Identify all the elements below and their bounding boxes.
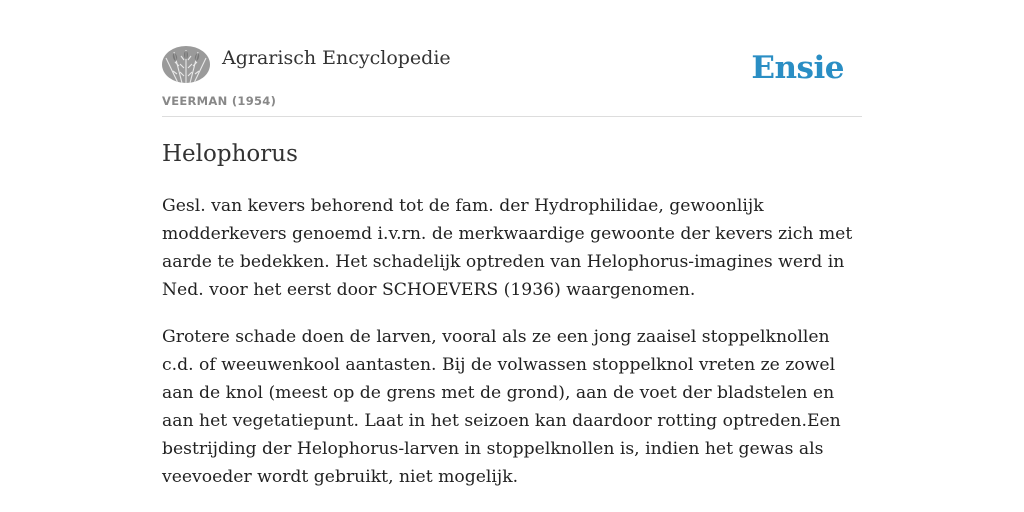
article-body xyxy=(162,192,862,510)
article-paragraph: Grotere schade doen de larven, vooral als ze een jong zaaisel stoppelknollen c.d. of weeuwenkool aantasten. Bij de volwassen stoppelknol vreten ze zowel aan de knol (meest op de grens met de grond), aan de voet der bladstelen en aan het vegetatiepunt. Laat in het seizoen kan daardoor rotting optreden.Een bestrijding der Helophorus-larven in stoppelknollen is, indien het gewas als veevoeder wordt gebruikt, niet mogelijk. xyxy=(162,327,841,487)
page-header xyxy=(162,0,862,117)
edition-label: VEERMAN (1954) xyxy=(162,94,277,108)
encyclopedia-title[interactable]: Agrarisch Encyclopedie xyxy=(222,47,451,69)
brand-logo[interactable]: Ensie xyxy=(751,50,844,86)
article-title: Helophorus xyxy=(162,141,298,167)
wheat-ears-icon[interactable] xyxy=(162,46,210,83)
page-container xyxy=(162,0,862,487)
article-paragraph: Gesl. van kevers behorend tot de fam. der Hydrophilidae, gewoonlijk modderkevers genoemd i.v.rn. de merkwaardige gewoonte der kevers zich met aarde te bedekken. Het schadelijk optreden van Helophorus-imagines werd in Ned. voor het eerst door SCHOEVERS (1936) waargenomen. xyxy=(162,196,853,300)
